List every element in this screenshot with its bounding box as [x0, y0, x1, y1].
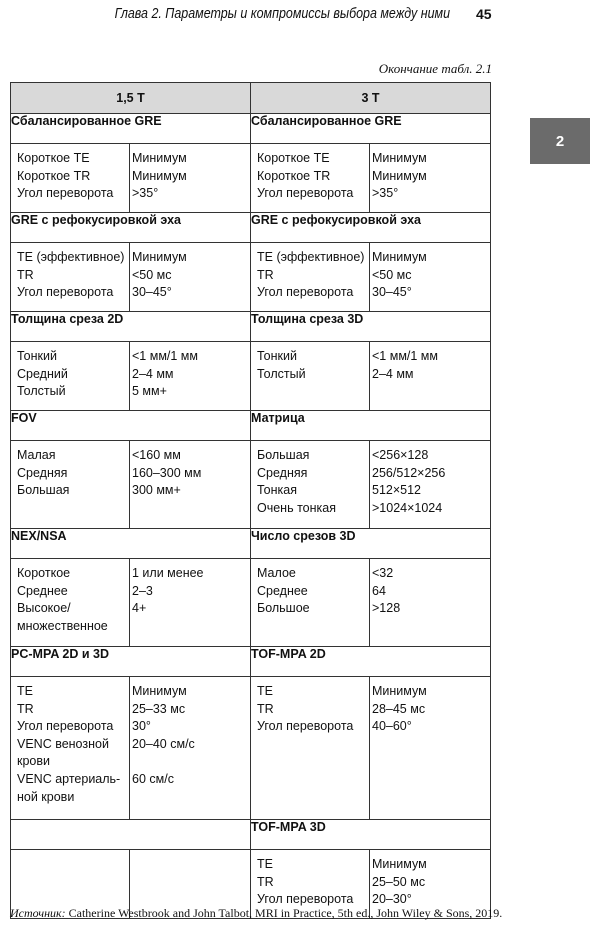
- left-section-cell: [11, 441, 251, 529]
- param-value: >35°: [132, 186, 159, 201]
- param-label: Большая: [17, 483, 70, 498]
- left-param-labels: [11, 559, 129, 646]
- param-value: 28–45 мс: [372, 701, 426, 716]
- param-label: TR: [257, 267, 274, 282]
- param-label: VENC венозной: [17, 736, 109, 751]
- left-section-title: [11, 820, 251, 850]
- param-value: Минимум: [132, 684, 187, 698]
- param-label: Угол переворота: [257, 719, 354, 734]
- param-value: Минимум: [372, 168, 427, 183]
- right-param-grid: [251, 144, 490, 212]
- left-param-labels: [11, 441, 129, 528]
- left-section-cell: [11, 144, 251, 213]
- right-param-grid: [251, 243, 490, 311]
- section-title-row: [11, 213, 491, 243]
- left-param-labels: [11, 243, 129, 311]
- param-label: Средняя: [17, 465, 68, 480]
- section-data-row: [11, 144, 491, 213]
- param-value: 2–3: [132, 583, 153, 598]
- param-label: Короткое TE: [17, 151, 90, 165]
- param-label: Короткое TR: [17, 168, 91, 183]
- param-value: 30–45°: [372, 285, 412, 300]
- left-section-title: Толщина среза 2D: [11, 312, 251, 342]
- param-value: [132, 753, 250, 771]
- left-param-values: [129, 243, 250, 311]
- param-value: <256×128: [372, 448, 429, 462]
- section-title-row: [11, 820, 491, 850]
- right-param-grid: [251, 342, 490, 410]
- param-label: Угол переворота: [257, 186, 354, 201]
- section-data-row: [11, 342, 491, 411]
- right-param-labels: [251, 677, 369, 819]
- param-label: Толстый: [257, 366, 306, 381]
- param-label: TE (эффективное): [17, 250, 125, 264]
- param-label: Малая: [17, 448, 56, 462]
- section-title-row: [11, 411, 491, 441]
- right-section-title: Число срезов 3D: [251, 529, 491, 559]
- param-label: Средний: [17, 366, 68, 381]
- right-section-title: Матрица: [251, 411, 491, 441]
- param-value: <32: [372, 566, 394, 580]
- section-data-row: [11, 243, 491, 312]
- left-param-grid: [11, 243, 250, 311]
- chapter-tab: 2: [530, 118, 590, 164]
- right-param-labels: [251, 559, 369, 646]
- right-param-labels: [251, 243, 369, 311]
- left-param-grid: [11, 441, 250, 528]
- param-label: Короткое TE: [257, 151, 330, 165]
- column-header-3t: 3 T: [251, 83, 491, 114]
- param-value: >35°: [372, 186, 399, 201]
- param-value: 20–30°: [372, 892, 412, 907]
- param-value: 2–4 мм: [132, 366, 174, 381]
- param-label: Короткое TR: [257, 168, 331, 183]
- right-section-cell: [251, 677, 491, 820]
- param-value: Минимум: [372, 857, 427, 871]
- param-label: Среднее: [17, 583, 68, 598]
- left-section-cell: [11, 559, 251, 647]
- param-label: Большая: [257, 448, 310, 462]
- right-section-cell: [251, 559, 491, 647]
- right-param-values: [369, 342, 490, 410]
- param-value: <160 мм: [132, 448, 181, 462]
- param-label: Тонкий: [17, 349, 57, 363]
- param-label: TR: [17, 701, 34, 716]
- param-value: <50 мс: [132, 267, 172, 282]
- left-section-title: NEX/NSA: [11, 529, 251, 559]
- param-value: 512×512: [372, 483, 422, 498]
- param-value: 60 см/с: [132, 771, 174, 786]
- param-label: Угол переворота: [17, 719, 114, 734]
- param-value: 20–40 см/с: [132, 736, 195, 751]
- param-label: Средняя: [257, 465, 308, 480]
- param-value: Минимум: [372, 250, 427, 264]
- section-title-row: [11, 647, 491, 677]
- param-value: [132, 789, 250, 807]
- param-label: Тонкая: [257, 483, 297, 498]
- param-label: TE: [257, 684, 273, 698]
- page-number: 45: [476, 6, 492, 22]
- source-label: Источник:: [10, 906, 66, 920]
- left-param-grid: [11, 144, 250, 212]
- section-title-row: [11, 114, 491, 144]
- right-param-labels: [251, 342, 369, 410]
- param-value: 160–300 мм: [132, 465, 202, 480]
- param-label: VENC артериаль-: [17, 771, 121, 786]
- right-param-values: [369, 559, 490, 646]
- left-section-title: FOV: [11, 411, 251, 441]
- param-value: 2–4 мм: [372, 366, 414, 381]
- right-section-title: Сбалансированное GRE: [251, 114, 491, 144]
- param-label: Малое: [257, 566, 296, 580]
- right-section-title: TOF-MPA 2D: [251, 647, 491, 677]
- param-label: TR: [257, 874, 274, 889]
- right-section-cell: [251, 144, 491, 213]
- param-value: 300 мм+: [132, 483, 181, 498]
- left-section-title: GRE с рефокусировкой эха: [11, 213, 251, 243]
- param-label: Большое: [257, 601, 310, 616]
- param-value: 30–45°: [132, 285, 172, 300]
- param-value: 1 или менее: [132, 566, 204, 580]
- section-title-row: [11, 312, 491, 342]
- right-param-labels: [251, 144, 369, 212]
- param-label: Угол переворота: [257, 892, 354, 907]
- left-section-title: PC-MPA 2D и 3D: [11, 647, 251, 677]
- param-value: 256/512×256: [372, 465, 446, 480]
- param-value: 4+: [132, 601, 147, 616]
- param-label: крови: [17, 754, 50, 769]
- left-param-values: [129, 144, 250, 212]
- left-section-title: Сбалансированное GRE: [11, 114, 251, 144]
- parameters-table: [10, 82, 491, 919]
- right-param-grid: [251, 441, 490, 528]
- param-value: 5 мм+: [132, 384, 167, 399]
- param-label: Очень тонкая: [257, 500, 336, 515]
- section-data-row: [11, 441, 491, 529]
- right-param-grid: [251, 559, 490, 646]
- left-param-grid: [11, 677, 250, 819]
- param-value: 25–50 мс: [372, 874, 426, 889]
- right-section-cell: [251, 243, 491, 312]
- param-label: Высокое/: [17, 601, 71, 616]
- param-value: 30°: [132, 719, 151, 734]
- source-note: [10, 906, 502, 921]
- left-param-labels: [11, 677, 129, 819]
- param-value: >1024×1024: [372, 500, 443, 515]
- left-section-cell: [11, 243, 251, 312]
- param-value: <1 мм/1 мм: [132, 349, 198, 363]
- table-body: [11, 114, 491, 919]
- param-label: TE (эффективное): [257, 250, 365, 264]
- right-param-values: [369, 144, 490, 212]
- right-section-title: GRE с рефокусировкой эха: [251, 213, 491, 243]
- param-value: Минимум: [132, 168, 187, 183]
- table-caption: Окончание табл. 2.1: [378, 61, 492, 76]
- param-label: TR: [17, 267, 34, 282]
- param-value: Минимум: [372, 151, 427, 165]
- param-value: 25–33 мс: [132, 701, 186, 716]
- param-value: Минимум: [132, 250, 187, 264]
- section-data-row: [11, 559, 491, 647]
- right-param-values: [369, 677, 490, 819]
- right-param-values: [369, 441, 490, 528]
- param-value: Минимум: [372, 684, 427, 698]
- section-data-row: [11, 677, 491, 820]
- left-section-cell: [11, 342, 251, 411]
- left-param-grid: [11, 559, 250, 646]
- left-param-labels: [11, 342, 129, 410]
- left-param-values: [129, 441, 250, 528]
- left-param-values: [129, 559, 250, 646]
- right-param-labels: [251, 441, 369, 528]
- param-label: ной крови: [17, 789, 75, 804]
- param-label: Угол переворота: [17, 285, 114, 300]
- column-header-1-5t: 1,5 T: [11, 83, 251, 114]
- param-label: TE: [17, 684, 33, 698]
- right-section-title: TOF-MPA 3D: [251, 820, 491, 850]
- right-param-grid: [251, 677, 490, 819]
- param-label: Угол переворота: [257, 285, 354, 300]
- right-param-values: [369, 243, 490, 311]
- left-param-values: [129, 677, 250, 819]
- param-label: Тонкий: [257, 349, 297, 363]
- right-section-cell: [251, 441, 491, 529]
- param-value: 64: [372, 583, 386, 598]
- param-label: Короткое: [17, 566, 71, 580]
- param-value: Минимум: [132, 151, 187, 165]
- param-label: Толстый: [17, 384, 66, 399]
- param-value: 40–60°: [372, 719, 412, 734]
- param-value: >128: [372, 601, 401, 616]
- section-title-row: [11, 529, 491, 559]
- left-param-labels: [11, 144, 129, 212]
- left-param-values: [129, 342, 250, 410]
- param-label: TE: [257, 857, 273, 871]
- param-value: <1 мм/1 мм: [372, 349, 438, 363]
- chapter-title: Глава 2. Параметры и компромиссы выбора между ними: [114, 6, 450, 22]
- param-label: Среднее: [257, 583, 308, 598]
- param-value: [132, 618, 250, 636]
- running-header: [0, 6, 590, 28]
- param-value: <50 мс: [372, 267, 412, 282]
- left-section-cell: [11, 677, 251, 820]
- right-section-title: Толщина среза 3D: [251, 312, 491, 342]
- right-section-cell: [251, 342, 491, 411]
- left-param-grid: [11, 342, 250, 410]
- param-label: множественное: [17, 618, 108, 633]
- param-label: Угол переворота: [17, 186, 114, 201]
- param-label: TR: [257, 701, 274, 716]
- source-text: Catherine Westbrook and John Talbot, MRI in Practice, 5th ed., John Wiley & Sons, 2019.: [65, 906, 503, 920]
